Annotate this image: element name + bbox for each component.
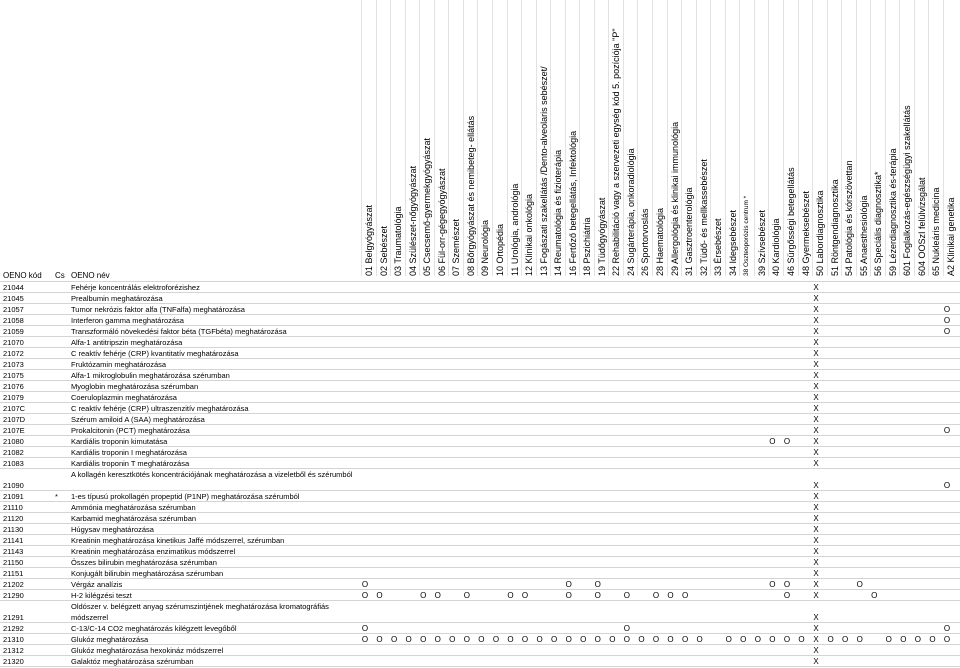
row-name: Húgysav meghatározása xyxy=(71,525,154,534)
header-name: OENO név xyxy=(71,271,110,280)
mark-o: O xyxy=(943,635,951,644)
spreadsheet: 01 Belgyógyászat 02 Sebészet 03 Traumatológia 04 Szülészet-nőgyógyászat 05 Csecsemő-gyermekgyógyászat 06 Fül-orr-gégegyógyászat 07 Szemészet 08 Bőrgyógyászat és nemibeteg- ellátás 09 Neurológia 10 Ortopédia 11 Urológia, andrológia 12 Klinikai onkológia 13 Fogászati szakellátás /Dento-alveolaris sebészet/ 14 Reumatológia és fizioterápia 16 Fertőző betegellátás, Infektológia 18 Pszichiátria 19 Tüdőgyógyászat 22 Rehabilitáció vagy a szervezeti egység kód 5. pozíciója "P" 24 Sugárterápia, onkoradiológia 26 Sportorvoslás 28 Haematológia 29 Allergológia és klinikai immunológia 31 Gasztroenterológia 32 Tüdő- és mellkassebészet 33 Érsebészet 34 Idegsebészet 38 Oszteoporózis centrum * 39 Szívsebészet 40 Kardiológia 46 Sürgősségi betegellátás 48 Gyermeksebészet 50 Labordiagnosztika 51 Röntgendiagnosztika 54 Patológia és kórszövettan 55 Anaesthesiológia 56 Speciális diagnosztika* 59 Lézerdiagnosztika és-terápia 601 Foglalkozás-egészségügyi szakellátás 604 OOSzI felülvizsgálat 65 Nukleáris medicina A2 Klinikai genetika OENO kód Cs OENO név 21044 Fehérje koncentrálás elektroforézishez X 21045 Prealbumin meghatározása X 21057 Tumor nekrózis faktor alfa (TNFalfa) meghatározása X O 21058 Interferon gamma meghatározása X O 21059 Transzformáló növekedési faktor béta (TGFbéta) meghatározása X O 21070 Alfa-1 antitripszin meghatározása X 21072 C reaktív fehérje (CRP) kvantitatív meghatározása X 21073 Fruktózamin meghatározása X 21075 Alfa-1 mikroglobulin meghatározása szérumban X 21076 Myoglobin meghatározása szérumban X 21079 Coeruloplazmin meghatározása X 2107C C reaktív fehérje (CRP) ultraszenzitív meghatározása X 2107D Szérum amiloid A (SAA) meghatározása X 2107E Prokalcitonin (PCT) meghatározása X O 21080 Kardiális troponin kimutatása O O X 21082 Kardiális troponin I meghatározása X 21083 Kardiális troponin T meghatározása X 21090 A kollagén keresztkötés koncentrációjának meghatározása a vizeletből és szérumból X O 21091 * 1-es típusú prokollagén propeptid (P1NP) meghatározása szérumból X 21110 Ammónia meghatározása szérumban X 21120 Karbamid meghatározása szérumban X 21130 Húgysav meghatározása X 21141 Kreatinin meghatározása kinetikus Jaffé módszerrel, szérumban X 21143 Kreatinin meghatározása enzimatikus módszerrel X 21150 Összes bilirubin meghatározása szérumban X 21151 Konjugált bilirubin meghatározása szérumban X 21202 Vérgáz analízis O O O O O X O 21290 H-2 kilégzési teszt O O O O O O O O O O O O O O X O 21291 Oldószer v. belégzett anyag szérumszintjének meghatározása kromatográfiás módszerrel X 21292 C-13/C-14 CO2 meghatározás kilégzett levegőből O O X O 21310 Glukóz meghatározása O O O O O O O O O O O O O O O O O O O O O O O O O O O O O O X O O O O O O O O 21312 Glukóz meghatározása hexokináz módszerrel X 21320 Galaktóz meghatározása szérumban X xyxy=(0,0,960,668)
row-code: 21079 xyxy=(3,393,24,402)
row-name: Galaktóz meghatározása szérumban xyxy=(71,657,194,666)
mark-o: O xyxy=(420,635,427,644)
row-code: 21083 xyxy=(3,459,24,468)
row-code: 21151 xyxy=(3,569,24,578)
mark-o: O xyxy=(361,591,369,600)
mark-o: O xyxy=(943,624,951,633)
mark-o: O xyxy=(623,591,630,600)
row-code: 21091 xyxy=(3,492,24,501)
row-name: Prealbumin meghatározása xyxy=(71,294,163,303)
row-code: 2107C xyxy=(3,404,26,413)
column-divider xyxy=(943,0,944,276)
mark-o: O xyxy=(361,624,369,633)
mark-o: O xyxy=(740,635,747,644)
mark-o: O xyxy=(783,591,791,600)
mark-x: X xyxy=(813,503,819,512)
mark-o: O xyxy=(783,580,791,589)
row-name: Karbamid meghatározása szérumban xyxy=(71,514,197,523)
column-divider xyxy=(681,0,682,276)
column-divider xyxy=(376,0,377,276)
row-code: 21073 xyxy=(3,360,24,369)
mark-o: O xyxy=(580,635,587,644)
mark-o: O xyxy=(623,635,630,644)
row-name: Kreatinin meghatározása kinetikus Jaffé módszerrel, szérumban xyxy=(71,536,285,545)
column-divider xyxy=(827,0,828,276)
column-divider xyxy=(696,0,697,276)
mark-o: O xyxy=(507,591,514,600)
mark-o: O xyxy=(754,635,761,644)
column-divider xyxy=(841,0,842,276)
row-code: 21076 xyxy=(3,382,24,391)
mark-o: O xyxy=(536,635,543,644)
header-code: OENO kód xyxy=(3,271,42,280)
row-code: 21072 xyxy=(3,349,24,358)
row-name: Myoglobin meghatározása szérumban xyxy=(71,382,199,391)
mark-x: X xyxy=(813,415,819,424)
row-code: 21290 xyxy=(3,591,24,600)
row-code: 21058 xyxy=(3,316,24,325)
row-name: Összes bilirubin meghatározása szérumban xyxy=(71,558,217,567)
mark-o: O xyxy=(914,635,921,644)
column-divider xyxy=(856,0,857,276)
mark-o: O xyxy=(783,437,791,446)
mark-o: O xyxy=(434,635,441,644)
mark-x: X xyxy=(813,294,819,303)
row-name: Konjugált bilirubin meghatározása szérumban xyxy=(71,569,224,578)
mark-x: X xyxy=(813,448,819,457)
mark-o: O xyxy=(376,635,383,644)
row-code: 2107E xyxy=(3,426,25,435)
row-name: C reaktív fehérje (CRP) ultraszenzitív meghatározása xyxy=(71,404,249,413)
row-code: 21059 xyxy=(3,327,24,336)
column-divider xyxy=(725,0,726,276)
row-code: 21130 xyxy=(3,525,24,534)
row-name: Coeruloplazmin meghatározása xyxy=(71,393,177,402)
mark-x: X xyxy=(813,635,819,644)
mark-o: O xyxy=(842,635,849,644)
mark-o: O xyxy=(827,635,834,644)
row-name: Kardiális troponin kimutatása xyxy=(71,437,168,446)
row-code: 2107D xyxy=(3,415,26,424)
column-divider xyxy=(463,0,464,276)
mark-o: O xyxy=(507,635,514,644)
mark-o: O xyxy=(900,635,907,644)
mark-x: X xyxy=(813,349,819,358)
column-divider xyxy=(754,0,755,276)
column-divider xyxy=(798,0,799,276)
mark-o: O xyxy=(943,426,951,435)
row-code: 21291 xyxy=(3,613,24,622)
column-divider xyxy=(492,0,493,276)
mark-x: X xyxy=(813,569,819,578)
mark-o: O xyxy=(623,624,630,633)
mark-x: X xyxy=(813,646,819,655)
row-name: Glukóz meghatározása hexokináz módszerrel xyxy=(71,646,224,655)
row-code: 21120 xyxy=(3,514,24,523)
mark-o: O xyxy=(652,635,660,644)
mark-o: O xyxy=(929,635,936,644)
mark-o: O xyxy=(492,635,500,644)
row-code: 21044 xyxy=(3,283,24,292)
mark-o: O xyxy=(943,327,951,336)
row-name: Ammónia meghatározása szérumban xyxy=(71,503,196,512)
mark-x: X xyxy=(813,492,819,501)
mark-o: O xyxy=(434,591,441,600)
column-divider xyxy=(812,0,813,276)
column-divider xyxy=(434,0,435,276)
mark-o: O xyxy=(521,591,529,600)
mark-x: X xyxy=(813,514,819,523)
row-code: 21310 xyxy=(3,635,24,644)
mark-o: O xyxy=(798,635,805,644)
mark-x: X xyxy=(813,624,819,633)
mark-o: O xyxy=(594,635,601,644)
column-divider xyxy=(550,0,551,276)
row-name: Oldószer v. belégzett anyag szérumszintjének meghatározása kromatográfiás módszerrel xyxy=(71,602,329,622)
mark-o: O xyxy=(681,635,689,644)
mark-o: O xyxy=(361,635,369,644)
row-code: 21110 xyxy=(3,503,23,512)
mark-x: X xyxy=(813,547,819,556)
mark-o: O xyxy=(769,580,776,589)
row-name: A kollagén keresztkötés koncentrációjának meghatározása a vizeletből és szérumból xyxy=(71,470,353,479)
row-code: 21202 xyxy=(3,580,24,589)
row-code: 21150 xyxy=(3,558,24,567)
row-name: Interferon gamma meghatározása xyxy=(71,316,184,325)
mark-o: O xyxy=(405,635,412,644)
column-divider xyxy=(507,0,508,276)
mark-x: X xyxy=(813,481,819,490)
row-name: Vérgáz analízis xyxy=(71,580,123,589)
row-name: Kardiális troponin I meghatározása xyxy=(71,448,187,457)
mark-o: O xyxy=(463,591,470,600)
mark-x: X xyxy=(813,305,819,314)
mark-o: O xyxy=(943,481,951,490)
column-divider xyxy=(667,0,668,276)
column-divider xyxy=(361,0,362,276)
row-name: Tumor nekrózis faktor alfa (TNFalfa) meghatározása xyxy=(71,305,245,314)
mark-x: X xyxy=(813,536,819,545)
mark-o: O xyxy=(361,580,369,589)
column-divider xyxy=(390,0,391,276)
mark-o: O xyxy=(871,591,878,600)
row-cs: * xyxy=(55,492,58,501)
mark-x: X xyxy=(813,459,819,468)
mark-o: O xyxy=(594,591,601,600)
table-row xyxy=(0,469,960,491)
mark-o: O xyxy=(463,635,470,644)
row-code: 21070 xyxy=(3,338,24,347)
mark-o: O xyxy=(390,635,398,644)
row-code: 21057 xyxy=(3,305,24,314)
row-code: 21141 xyxy=(3,536,24,545)
header-cs: Cs xyxy=(55,271,65,280)
mark-x: X xyxy=(813,558,819,567)
row-code: 21292 xyxy=(3,624,24,633)
row-divider xyxy=(0,666,960,667)
mark-x: X xyxy=(813,525,819,534)
row-name: H-2 kilégzési teszt xyxy=(71,591,132,600)
mark-x: X xyxy=(813,426,819,435)
row-name: Alfa-1 mikroglobulin meghatározása szérumban xyxy=(71,371,230,380)
mark-o: O xyxy=(856,580,863,589)
mark-x: X xyxy=(813,283,819,292)
row-name: Prokalcitonin (PCT) meghatározása xyxy=(71,426,190,435)
mark-o: O xyxy=(856,635,863,644)
column-divider xyxy=(652,0,653,276)
row-code: 21143 xyxy=(3,547,24,556)
row-name: 1-es típusú prokollagén propeptid (P1NP) meghatározása szérumból xyxy=(71,492,300,501)
mark-x: X xyxy=(813,393,819,402)
mark-o: O xyxy=(594,580,601,589)
row-code: 21082 xyxy=(3,448,24,457)
row-name: Glukóz meghatározása xyxy=(71,635,149,644)
column-divider xyxy=(405,0,406,276)
mark-o: O xyxy=(769,635,776,644)
mark-o: O xyxy=(667,591,674,600)
mark-o: O xyxy=(943,305,951,314)
mark-x: X xyxy=(813,657,819,666)
mark-o: O xyxy=(420,591,427,600)
mark-x: X xyxy=(813,591,819,600)
column-divider xyxy=(885,0,886,276)
mark-x: X xyxy=(813,327,819,336)
column-divider xyxy=(594,0,595,276)
table-row xyxy=(0,601,960,623)
column-divider xyxy=(565,0,566,276)
row-name: C reaktív fehérje (CRP) kvantitatív meghatározása xyxy=(71,349,239,358)
row-code: 21080 xyxy=(3,437,24,446)
mark-x: X xyxy=(813,360,819,369)
mark-o: O xyxy=(667,635,674,644)
mark-o: O xyxy=(551,635,558,644)
row-code: 21320 xyxy=(3,657,24,666)
mark-x: X xyxy=(813,613,819,622)
mark-o: O xyxy=(783,635,791,644)
row-code: 21090 xyxy=(3,481,24,490)
column-divider xyxy=(783,0,784,276)
mark-x: X xyxy=(813,316,819,325)
mark-o: O xyxy=(565,635,572,644)
column-divider xyxy=(914,0,915,276)
row-name: Fruktózamin meghatározása xyxy=(71,360,167,369)
mark-x: X xyxy=(813,338,819,347)
mark-o: O xyxy=(565,591,572,600)
mark-o: O xyxy=(376,591,383,600)
column-divider xyxy=(521,0,522,276)
mark-o: O xyxy=(565,580,572,589)
row-name: Kreatinin meghatározása enzimatikus módszerrel xyxy=(71,547,236,556)
column-divider xyxy=(623,0,624,276)
row-code: 21312 xyxy=(3,646,24,655)
mark-o: O xyxy=(943,316,951,325)
mark-x: X xyxy=(813,437,819,446)
mark-o: O xyxy=(652,591,660,600)
row-name: Kardiális troponin T meghatározása xyxy=(71,459,190,468)
row-code: 21045 xyxy=(3,294,24,303)
mark-o: O xyxy=(521,635,529,644)
mark-o: O xyxy=(478,635,485,644)
row-name: C-13/C-14 CO2 meghatározás kilégzett levegőből xyxy=(71,624,237,633)
row-name: Transzformáló növekedési faktor béta (TGFbéta) meghatározása xyxy=(71,327,287,336)
mark-o: O xyxy=(769,437,776,446)
mark-o: O xyxy=(609,635,616,644)
mark-o: O xyxy=(725,635,732,644)
row-code: 21075 xyxy=(3,371,24,380)
mark-o: O xyxy=(696,635,703,644)
mark-x: X xyxy=(813,404,819,413)
mark-x: X xyxy=(813,580,819,589)
mark-o: O xyxy=(638,635,645,644)
column-divider xyxy=(536,0,537,276)
row-name: Alfa-1 antitripszin meghatározása xyxy=(71,338,183,347)
mark-o: O xyxy=(885,635,892,644)
mark-x: X xyxy=(813,371,819,380)
mark-o: O xyxy=(681,591,689,600)
mark-x: X xyxy=(813,382,819,391)
row-name: Fehérje koncentrálás elektroforézishez xyxy=(71,283,200,292)
row-name: Szérum amiloid A (SAA) meghatározása xyxy=(71,415,205,424)
mark-o: O xyxy=(449,635,456,644)
